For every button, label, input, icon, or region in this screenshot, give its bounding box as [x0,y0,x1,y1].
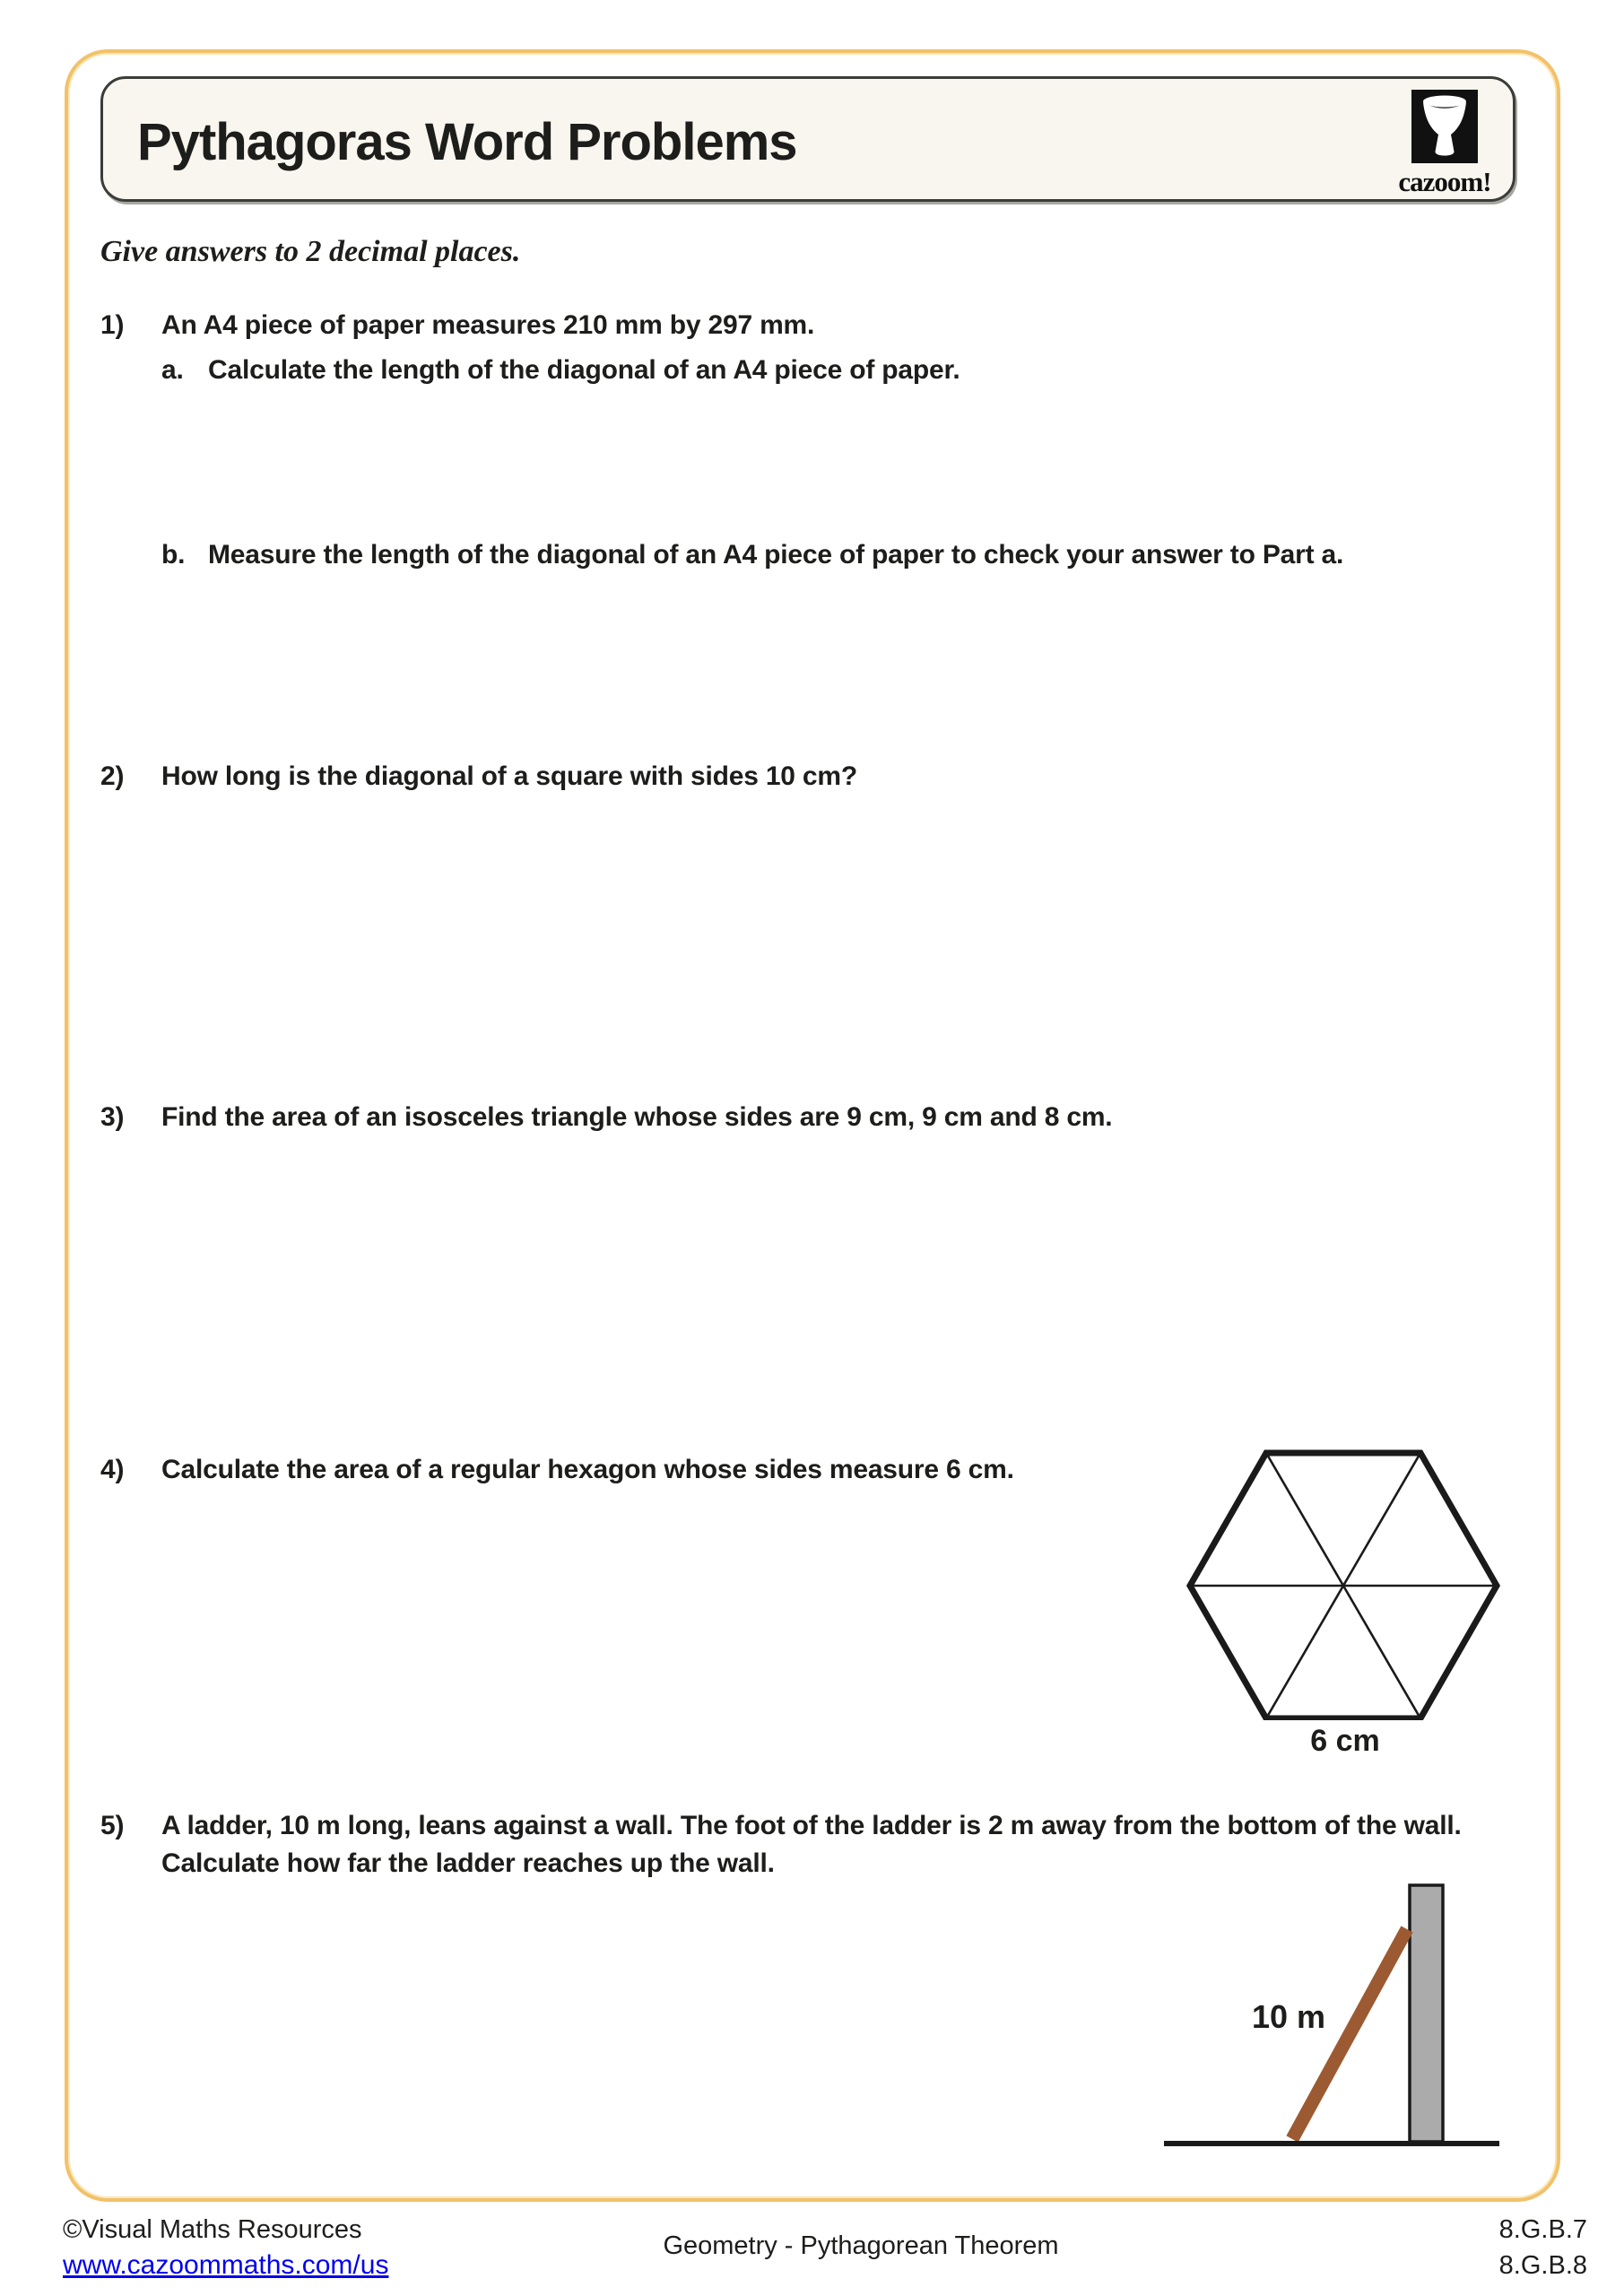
title-box [100,76,1515,202]
hexagon-side-label: 6 cm [1310,1724,1380,1758]
footer-standards [1499,2212,1587,2283]
question-text: A ladder, 10 m long, leans against a wall. The foot of the ladder is 2 m away from the bottom of the wall. Calculate how far the ladder reaches up the wall. [161,1811,1462,1878]
question-text: Find the area of an isosceles triangle whose sides are 9 cm, 9 cm and 8 cm. [161,1102,1113,1132]
djembe-drum-icon [1411,90,1478,163]
question-text: How long is the diagonal of a square with sides 10 cm? [161,761,858,791]
standard-code-1: 8.G.B.7 [1498,2215,1587,2244]
cazoom-logo [1384,90,1506,198]
standard-code-2: 8.G.B.8 [1498,2251,1587,2280]
part-label: b. [161,540,186,570]
brand-name: cazoom! [1398,166,1491,197]
question-4 [100,1451,1014,1489]
question-1 [100,307,814,344]
question-text: An A4 piece of paper measures 210 mm by 297 mm. [161,310,815,340]
question-2 [100,758,857,796]
website-link[interactable]: www.cazoommaths.com/us [63,2250,389,2280]
part-text: Measure the length of the diagonal of an A4 piece of paper to check your answer to Part a. [208,540,1344,570]
footer-topic: Geometry - Pythagorean Theorem [663,2231,1059,2260]
question-5 [100,1807,1569,1883]
question-number: 4) [100,1455,125,1484]
footer-left [63,2212,388,2283]
part-label: a. [161,355,184,385]
question-number: 5) [100,1811,125,1840]
wall-shape [1410,1885,1443,2142]
part-text: Calculate the length of the diagonal of an A4 piece of paper. [208,355,960,385]
hexagon-figure [1166,1442,1521,1720]
question-number: 2) [100,761,125,791]
instruction-text: Give answers to 2 decimal places. [100,235,521,268]
question-1-part-a [161,352,960,389]
copyright-text: ©Visual Maths Resources [63,2215,362,2244]
page-title: Pythagoras Word Problems [137,112,797,171]
question-text: Calculate the area of a regular hexagon whose sides measure 6 cm. [161,1455,1014,1484]
question-number: 3) [100,1102,125,1132]
ladder-length-label: 10 m [1251,1998,1326,2035]
question-1-part-b [161,536,1343,574]
question-number: 1) [100,310,125,340]
question-3 [100,1099,1112,1136]
